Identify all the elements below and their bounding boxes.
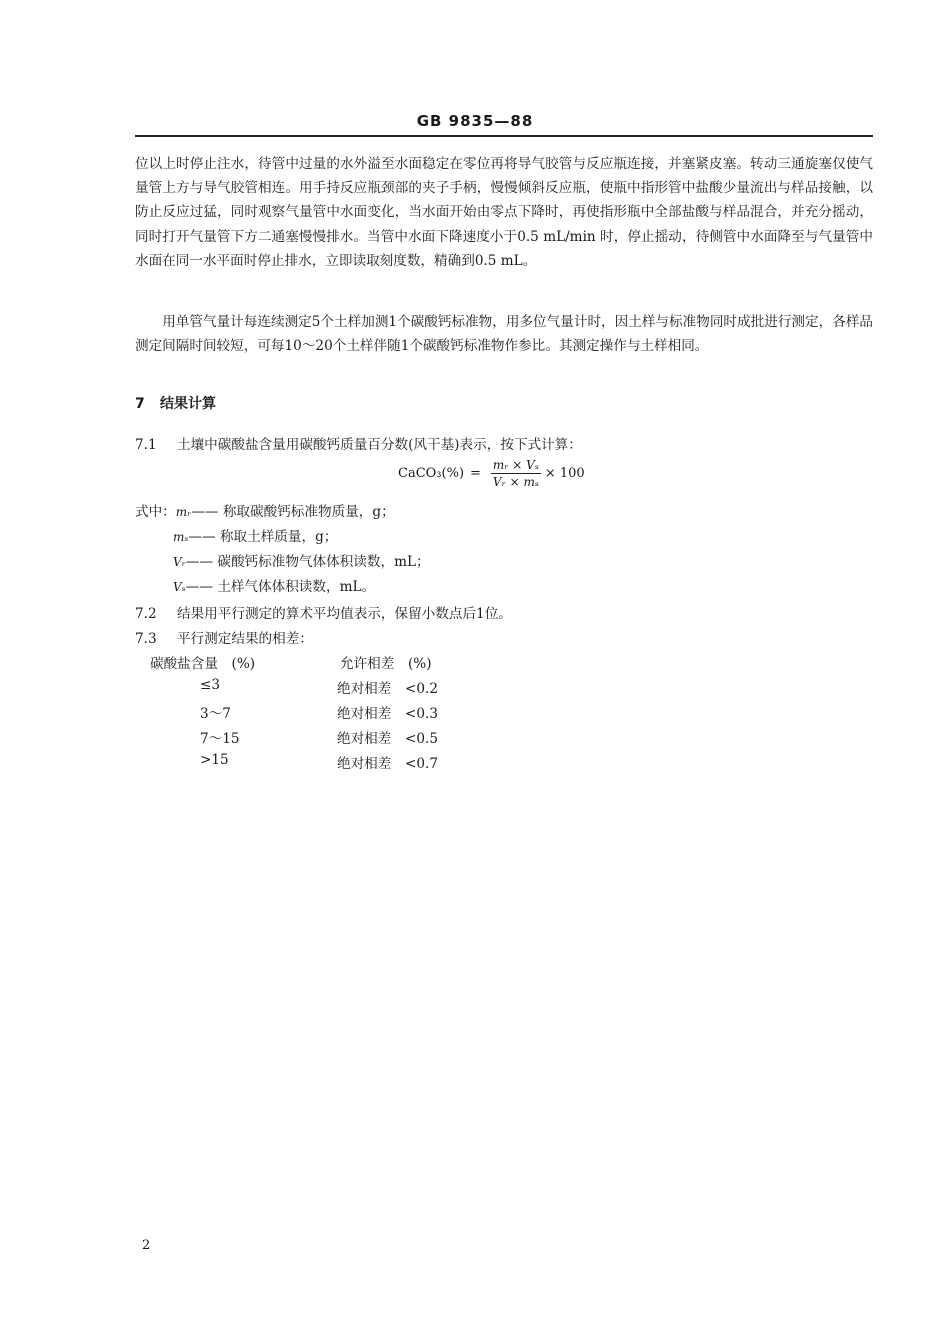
symbol-vs: Vₛ [173,580,186,594]
definition-vr [173,550,430,570]
formula-lhs: CaCO₃(%) [398,466,465,481]
symbol-ms: mₛ [173,530,189,544]
definition-mr [135,500,395,520]
table-cell-range: >15 [200,752,229,768]
table-cell-tolerance: 绝对相差 <0.7 [337,756,438,772]
page-number: 2 [142,1238,151,1253]
clause-text: 平行测定结果的相差： [177,631,313,647]
symbol-mr: mᵣ [175,505,192,519]
table-cell-range: ≤3 [200,677,221,693]
definitions-intro: 式中： [135,504,176,520]
paragraph-procedure: 位以上时停止注水，待管中过量的水外溢至水面稳定在零位再将导气胶管与反应瓶连接，并塞紧皮塞。转动三通旋塞仅使气量管上方与导气胶管相连。用手持反应瓶颈部的夹子手柄，慢慢倾斜反应瓶，使瓶中指形管中盐酸少量流出与样品接触，以防止反应过猛，同时观察气量管中水面变化，当水面开始由零点下降时，再使指形瓶中全部盐酸与样品混合，并充分摇动，同时打开气量管下方二通塞慢慢排水。当管中水面下降速度小于0.5 mL/min 时，停止摇动，待侧管中水面降至与气量管中水面在同一水平面时停止排水，立即读取刻度数，精确到0.5 mL。 [135,156,873,269]
table-header-content: 碳酸盐含量 (%) [150,656,256,672]
formula-denominator: Vᵣ × mₛ [492,475,539,489]
paragraph-standard-reference: 用单管气量计每连续测定5个土样加测1个碳酸钙标准物，用多位气量计时，因土样与标准物同时成批进行测定，各样品测定间隔时间较短，可每10～20个土样伴随1个碳酸钙标准物作参比。其测定操作与土样相同。 [135,314,873,355]
clause-text: 土壤中碳酸盐含量用碳酸钙质量百分数(风干基)表示，按下式计算： [177,437,582,453]
section-title: 结果计算 [160,396,216,412]
table-cell-range: 3～7 [200,706,231,722]
clause-7-1 [135,433,582,453]
definition-text: —— 土样气体体积读数，mL。 [185,579,376,595]
clause-number: 7.1 [135,437,157,453]
table-cell-tolerance: 绝对相差 <0.5 [337,731,438,747]
standard-code-header: GB 9835—88 [416,112,534,130]
formula-multiplier: × 100 [544,466,585,481]
formula-fraction [491,458,541,489]
definition-ms [173,525,337,545]
table-cell-tolerance: 绝对相差 <0.3 [337,706,438,722]
section-number: 7 [135,396,145,412]
section-7-heading [135,393,216,413]
table-header-tolerance: 允许相差 (%) [340,656,432,672]
clause-number: 7.2 [135,606,157,622]
definition-text: —— 称取土样质量，g； [188,529,338,545]
clause-text: 结果用平行测定的算术平均值表示，保留小数点后1位。 [177,606,512,622]
caco3-formula [398,458,585,489]
table-cell-tolerance: 绝对相差 <0.2 [337,681,438,697]
clause-7-3 [135,627,313,647]
table-cell-range: 7～15 [200,731,240,747]
definition-vs [173,575,375,595]
clause-number: 7.3 [135,631,157,647]
symbol-vr: Vᵣ [173,555,186,569]
header-rule [135,135,873,137]
definition-text: —— 称取碳酸钙标准物质量，g； [191,504,395,520]
formula-numerator: mᵣ × Vₛ [492,458,539,472]
formula-equals: = [470,466,481,481]
clause-7-2 [135,602,512,622]
definition-text: —— 碳酸钙标准物气体体积读数，mL； [185,554,430,570]
